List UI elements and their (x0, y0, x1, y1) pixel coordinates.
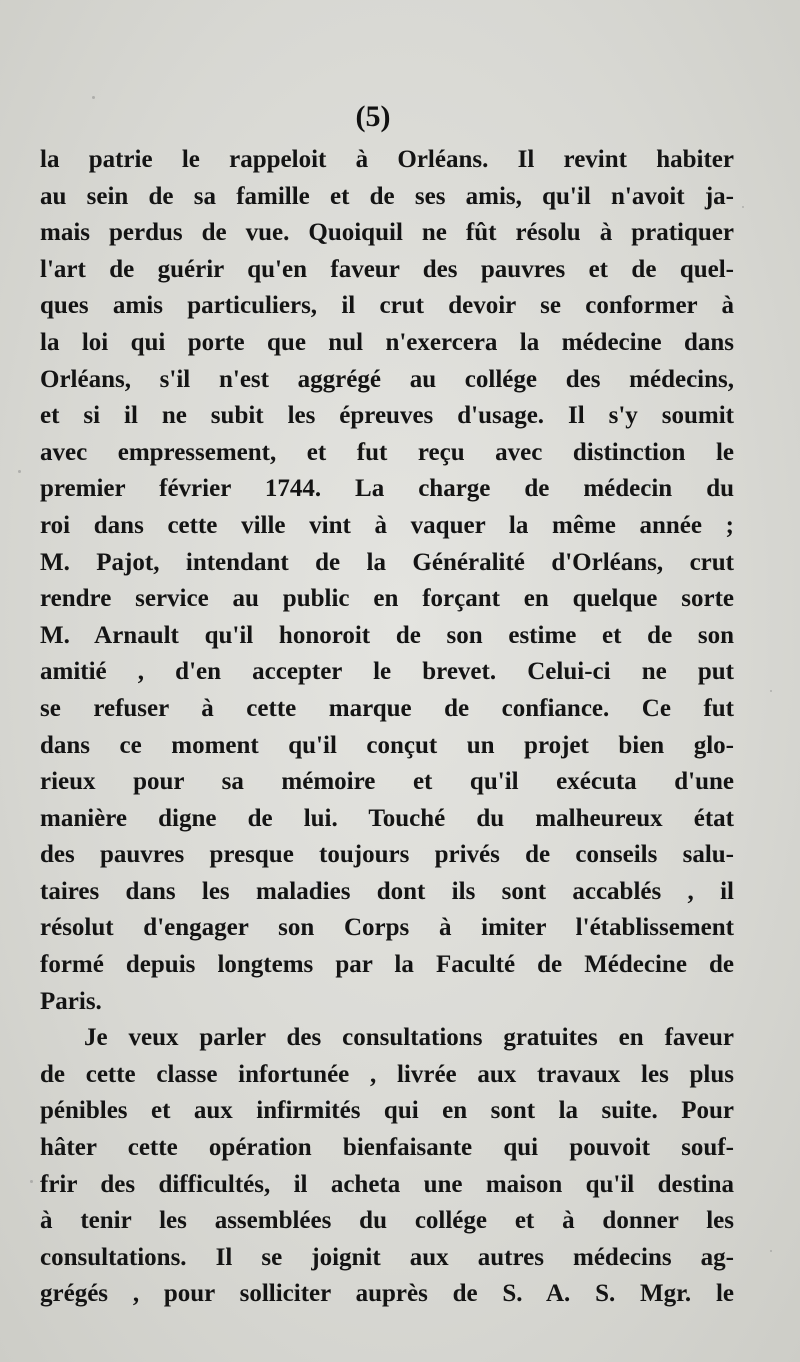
text-line: à tenir les assemblées du collége et à donner les (40, 1207, 734, 1235)
text-line: frir des difficultés, il acheta une maison qu'il destina (40, 1170, 734, 1198)
text-line: premier février 1744. La charge de médecin du (40, 475, 734, 503)
text-line: des pauvres presque toujours privés de conseils salu- (40, 841, 734, 869)
paper-speck (742, 206, 744, 208)
paper-speck (770, 1250, 772, 1252)
text-line: grégés , pour solliciter auprès de S. A. S. Mgr. le (40, 1280, 734, 1308)
text-line: M. Pajot, intendant de la Généralité d'Orléans, crut (40, 548, 734, 576)
text-line: amitié , d'en accepter le brevet. Celui-ci ne put (40, 658, 734, 686)
paper-speck (770, 690, 772, 692)
text-line: manière digne de lui. Touché du malheureux état (40, 804, 734, 832)
text-line: rendre service au public en forçant en quelque sorte (40, 585, 734, 613)
paragraph-2 (40, 1020, 734, 1313)
text-line: la loi qui porte que nul n'exercera la médecine dans (40, 328, 734, 356)
paragraph-1 (40, 142, 734, 1020)
text-line: hâter cette opération bienfaisante qui pouvoit souf- (40, 1134, 734, 1162)
text-line: Paris. (40, 987, 102, 1015)
text-line: pénibles et aux infirmités qui en sont la suite. Pour (40, 1097, 734, 1125)
text-line: et si il ne subit les épreuves d'usage. Il s'y soumit (40, 402, 734, 430)
text-line: Orléans, s'il n'est aggrégé au collége des médecins, (40, 365, 734, 393)
text-line: au sein de sa famille et de ses amis, qu'il n'avoit ja- (40, 182, 734, 210)
page-number: (5) (355, 100, 391, 133)
body-text (40, 142, 734, 1313)
text-line: rieux pour sa mémoire et qu'il exécuta d'une (40, 768, 734, 796)
text-line: mais perdus de vue. Quoiquil ne fût résolu à pratiquer (40, 219, 734, 247)
paper-speck (92, 96, 95, 99)
text-line: de cette classe infortunée , livrée aux travaux les plus (40, 1060, 734, 1088)
text-line: M. Arnault qu'il honoroit de son estime et de son (40, 621, 734, 649)
text-line: Je veux parler des consultations gratuites en faveur (84, 1024, 734, 1052)
text-line: consultations. Il se joignit aux autres médecins ag- (40, 1243, 734, 1271)
text-line: formé depuis longtems par la Faculté de Médecine de (40, 951, 734, 979)
text-line: roi dans cette ville vint à vaquer la même année ; (40, 511, 734, 539)
text-line: se refuser à cette marque de confiance. Ce fut (40, 694, 734, 722)
text-line: résolut d'engager son Corps à imiter l'établissement (40, 914, 734, 942)
paper-speck (18, 470, 21, 473)
text-line: taires dans les maladies dont ils sont accablés , il (40, 877, 734, 905)
text-line: la patrie le rappeloit à Orléans. Il revint habiter (40, 146, 734, 173)
text-line: l'art de guérir qu'en faveur des pauvres et de quel- (40, 255, 734, 283)
text-line: ques amis particuliers, il crut devoir se conformer à (40, 292, 734, 320)
text-line: dans ce moment qu'il conçut un projet bien glo- (40, 731, 734, 759)
text-line: avec empressement, et fut reçu avec distinction le (40, 438, 734, 466)
paper-speck (30, 1180, 33, 1183)
